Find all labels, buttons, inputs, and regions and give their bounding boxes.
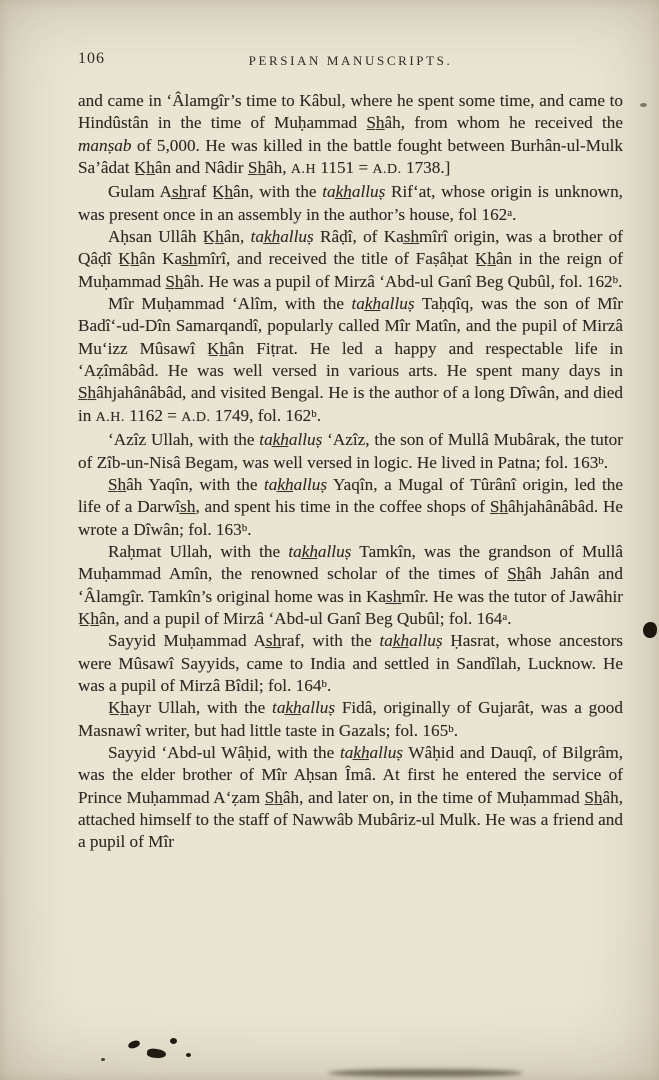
paragraph: [78, 541, 623, 630]
folio-superscript: a: [507, 206, 513, 219]
text-run: .: [507, 608, 512, 628]
text-block: [78, 90, 623, 854]
text-run: Aḥsan Ullâh K̲h̲ân,: [108, 227, 251, 247]
text-run: and came in ‘Âlamgîr’s time to Kâbul, where he spent some time, and came to Hindûstân in the time of Muḥammad S̲h̲âh, from whom he received the: [78, 91, 623, 133]
text-run: 1749, fol. 162: [210, 405, 312, 425]
ink-blot: [643, 622, 657, 638]
text-run: Mîr Muḥammad ‘Alîm, with the: [108, 294, 352, 314]
ink-speck: [127, 1040, 140, 1050]
paragraph: [78, 293, 623, 429]
text-run: Sayyid ‘Abd-ul Wâḥid, with the: [108, 742, 340, 762]
page-number: 106: [78, 50, 105, 67]
paragraph: [78, 474, 623, 541]
text-run: 1151 =: [316, 158, 373, 178]
folio-superscript: a: [502, 610, 508, 623]
paragraph: [78, 697, 623, 742]
text-run: Fidâ, originally of Gujarât, was a good Masnawî writer, but had little taste in Gazals; fol. 165: [78, 698, 623, 740]
ink-speck: [170, 1038, 177, 1044]
ink-speck: [186, 1053, 191, 1057]
paragraph: [78, 90, 623, 181]
text-run: of 5,000. He was killed in the battle fought between Burhân-ul-Mulk Sa’âdat K̲h̲ân and Nâdir S̲h̲âh,: [78, 135, 623, 178]
text-run: Wâḥid and Dauqî, of Bilgrâm, was the elder brother of Mîr Aḥsan Îmâ. At first he entered the service of Prince Muḥammad A‘ẓam S̲h̲âh, and later on, in the time of Muḥammad S̲h̲âh, attached himself to the staff of Nawwâb Mubâriz-ul Mulk. He was a friend and a pupil of Mîr: [78, 742, 623, 852]
text-run: Tamkîn, was the grandson of Mullâ Muḥammad Amîn, the renowned scholar of the times of S̲h̲âh Jahân and ‘Âlamgîr. Tamkîn’s original home was in Kas̲h̲mîr. He was the tutor of Jawâhir K̲h̲ân, and a pupil of Mirzâ ‘Abd-ul Ganî Beg Qubûl; fol. 164: [78, 541, 623, 628]
italic-term: tak̲h̲alluṣ: [250, 227, 314, 247]
text-run: Râḍî, of Kas̲h̲mîrî origin, was a brother of Qâḍî K̲h̲ân Kas̲h̲mîrî, and received the title of Faṣâḥat K̲h̲ân in the reign of Muḥammad S̲h̲âh. He was a pupil of Mirzâ ‘Abd-ul Ganî Beg Qubûl, fol. 162: [78, 227, 623, 291]
italic-term: tak̲h̲alluṣ: [339, 742, 403, 762]
italic-term: tak̲h̲alluṣ: [272, 698, 336, 718]
italic-term: tak̲h̲alluṣ: [259, 430, 323, 450]
italic-term: tak̲h̲alluṣ: [322, 182, 386, 202]
text-run: .: [326, 675, 332, 695]
page-header: [78, 50, 623, 72]
ink-speck: [147, 1048, 167, 1059]
folio-superscript: b: [598, 454, 604, 467]
text-run: Raḥmat Ullah, with the: [108, 541, 289, 561]
folio-superscript: b: [311, 407, 317, 420]
text-run: Ḥasrat, whose ancestors were Mûsawî Sayyids, came to India and settled in Sandîlah, Lucknow. He was a pupil of Mirzâ Bîdil; fol. 164: [78, 631, 623, 695]
italic-term: manṣab: [78, 135, 132, 155]
ink-speck: [101, 1058, 105, 1061]
text-run: Rif‘at, whose origin is unknown, was present once in an assembly in the author’s house, fol 162: [78, 182, 623, 224]
text-run: .: [512, 204, 517, 224]
text-run: Gulam As̲h̲raf K̲h̲ân, with the: [108, 182, 323, 202]
text-run: K̲h̲ayr Ullah, with the: [108, 698, 273, 718]
text-run: ‘Azîz, the son of Mullâ Mubârak, the tutor of Zîb-un-Nisâ Begam, was well versed in logic. He lived in Patna; fol. 163: [78, 430, 623, 472]
italic-term: tak̲h̲alluṣ: [288, 541, 352, 561]
text-run: Yaqîn, a Mugal of Tûrânî origin, led the life of a Darwîs̲h̲, and spent his time in the coffee shops of S̲h̲âhjahânâbâd. He wrote a Dîwân; fol. 163: [78, 474, 623, 539]
folio-superscript: b: [241, 521, 248, 534]
text-run: .: [247, 519, 252, 539]
running-title: PERSIAN MANUSCRIPTS.: [248, 53, 453, 68]
text-run: Taḥqîq, was the son of Mîr Badî‘-ud-Dîn Samarqandî, popularly called Mîr Matîn, and the pupil of Mirzâ Mu‘izz Mûsawî K̲h̲ân Fiṭrat. He led a happy and respectable life in ‘Aẓîmâbâd. He was well versed in various arts. He spent many days in S̲h̲âhjahânâbâd, and visited Bengal. He is the author of a long Dîwân, and died in: [78, 294, 624, 425]
page-edge-smudge: [328, 1069, 523, 1077]
italic-term: tak̲h̲alluṣ: [379, 631, 443, 651]
smallcaps-era: A.H.: [95, 409, 125, 425]
italic-term: tak̲h̲alluṣ: [264, 474, 328, 494]
folio-superscript: b: [448, 722, 454, 735]
ink-speck: [640, 103, 647, 107]
smallcaps-era: A.D.: [181, 409, 211, 425]
paragraph: [78, 630, 623, 697]
text-run: ‘Azîz Ullah, with the: [108, 430, 260, 450]
folio-superscript: b: [612, 273, 619, 286]
text-run: 1738.]: [401, 158, 451, 178]
smallcaps-era: A.H: [290, 162, 317, 178]
text-run: S̲h̲âh Yaqîn, with the: [108, 474, 265, 494]
paragraph: [78, 181, 623, 226]
smallcaps-era: A.D.: [372, 162, 402, 178]
paragraph: [78, 429, 623, 474]
paragraph: [78, 742, 623, 854]
text-run: .: [618, 271, 623, 291]
text-run: .: [316, 405, 321, 425]
folio-superscript: b: [321, 677, 327, 690]
text-run: .: [603, 452, 609, 472]
text-run: 1162 =: [124, 405, 182, 425]
paragraph: [78, 226, 623, 293]
text-run: .: [453, 720, 458, 740]
italic-term: tak̲h̲alluṣ: [351, 294, 415, 314]
text-run: Sayyid Muḥammad As̲h̲raf, with the: [108, 631, 380, 651]
